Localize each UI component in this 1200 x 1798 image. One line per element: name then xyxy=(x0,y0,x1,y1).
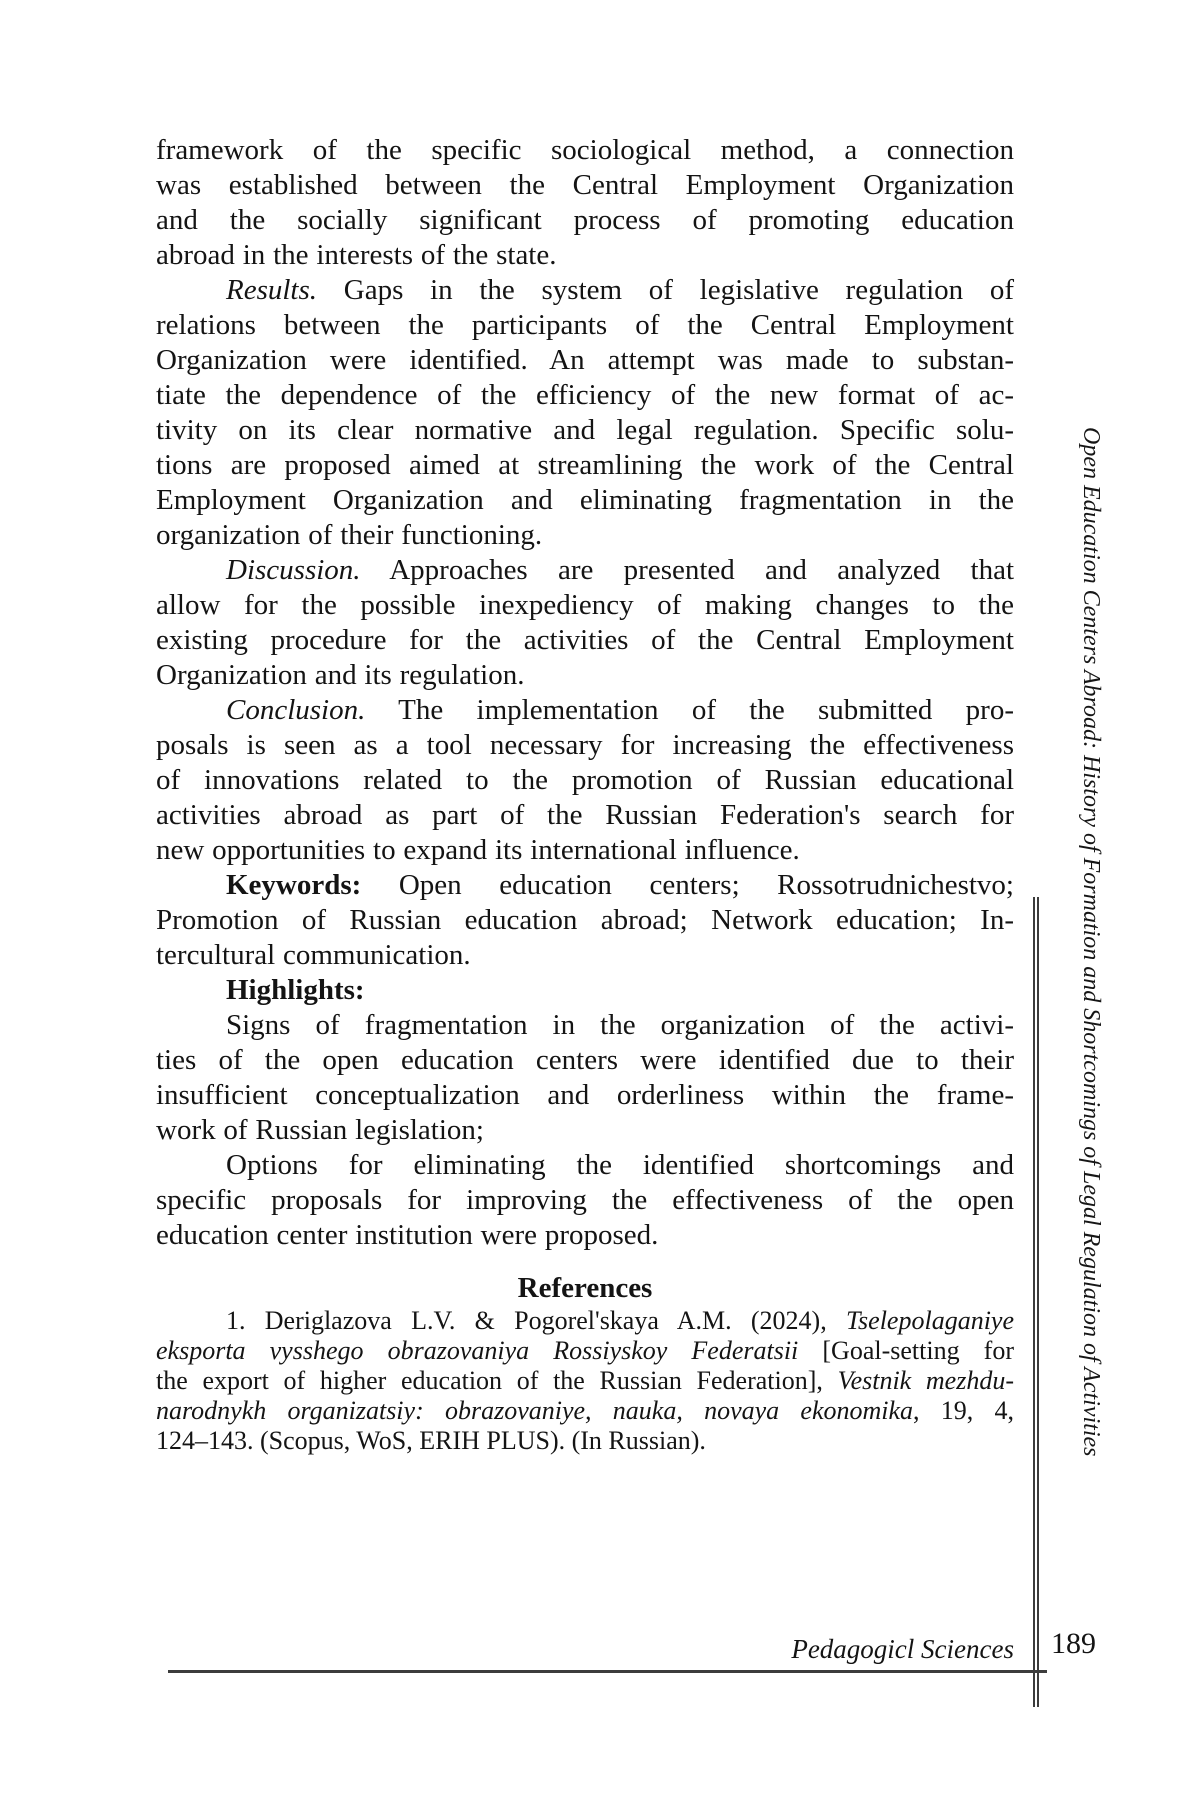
abstract-text-line xyxy=(156,763,1014,798)
italic-run: Vestnik mezhdu- xyxy=(837,1366,1014,1395)
references-heading: References xyxy=(517,1272,653,1304)
text-run: Open education centers; Rossotrudnichestvo; xyxy=(361,869,1014,901)
abstract-text-line xyxy=(156,1218,1014,1253)
abstract-text-line xyxy=(156,658,1014,693)
text-run: abroad in the interests of the state. xyxy=(156,239,557,271)
text-run: tivity on its clear normative and legal regulation. Specific solu- xyxy=(156,414,1014,446)
abstract-text-line xyxy=(156,308,1014,343)
text-run: Employment Organization and eliminating fragmentation in the xyxy=(156,484,1014,516)
italic-run: Discussion. xyxy=(226,554,361,586)
text-run: posals is seen as a tool necessary for increasing the effectiveness xyxy=(156,729,1014,761)
abstract-text-line xyxy=(156,413,1014,448)
abstract-text-line xyxy=(156,1078,1014,1113)
text-run: Gaps in the system of legislative regulation of xyxy=(317,274,1014,306)
footer-section-label: Pedagogicl Sciences xyxy=(791,1634,1014,1664)
abstract-text-line xyxy=(156,378,1014,413)
sidebar-vertical-rule xyxy=(1033,897,1039,1707)
abstract-text-line xyxy=(156,1043,1014,1078)
text-run: The implementation of the submitted pro- xyxy=(365,694,1014,726)
footer-horizontal-rule xyxy=(168,1670,1047,1673)
italic-run: Results. xyxy=(226,274,318,306)
abstract-text-line xyxy=(156,938,1014,973)
text-run: Options for eliminating the identified shortcomings and xyxy=(226,1149,1014,1181)
italic-run: Conclusion. xyxy=(226,694,366,726)
abstract-text-line xyxy=(156,728,1014,763)
reference-text-line xyxy=(156,1396,1014,1426)
abstract-text-line xyxy=(156,798,1014,833)
text-run: Approaches are presented and analyzed that xyxy=(360,554,1014,586)
abstract-text-line xyxy=(156,1148,1014,1183)
reference-text-line xyxy=(156,1366,1014,1396)
abstract-text-line xyxy=(156,483,1014,518)
text-run: Promotion of Russian education abroad; Network education; In- xyxy=(156,904,1014,936)
italic-run: Tselepolaganiye xyxy=(845,1306,1014,1335)
abstract-column xyxy=(156,133,1014,1456)
text-run: relations between the participants of the Central Employment xyxy=(156,309,1014,341)
text-run: tions are proposed aimed at streamlining the work of the Central xyxy=(156,449,1014,481)
reference-text-line xyxy=(156,1336,1014,1366)
text-run: organization of their functioning. xyxy=(156,519,543,551)
abstract-text-line xyxy=(156,588,1014,623)
text-run: tercultural communication. xyxy=(156,939,471,971)
italic-run: eksporta vysshego obrazovaniya Rossiyskoy Federatsii xyxy=(156,1336,799,1365)
abstract-text-line xyxy=(156,168,1014,203)
page-number: 189 xyxy=(1051,1627,1096,1660)
abstract-text-line xyxy=(156,903,1014,938)
text-run: 1. Deriglazova L.V. & Pogorel'skaya A.M. (2024), xyxy=(226,1306,846,1335)
text-run: specific proposals for improving the effectiveness of the open xyxy=(156,1184,1014,1216)
bold-run: Highlights: xyxy=(226,974,365,1006)
text-run: 124–143. (Scopus, WoS, ERIH PLUS). (In Russian). xyxy=(156,1426,706,1455)
bold-run: Keywords: xyxy=(226,869,362,901)
text-run: of innovations related to the promotion of Russian educational xyxy=(156,764,1014,796)
abstract-text-line xyxy=(156,1113,1014,1148)
abstract-text-line xyxy=(156,133,1014,168)
abstract-text-line xyxy=(156,833,1014,868)
text-run: , 19, 4, xyxy=(913,1396,1015,1425)
text-run: and the socially significant process of promoting education xyxy=(156,204,1014,236)
reference-text-line xyxy=(156,1426,1014,1456)
text-run: Organization were identified. An attempt was made to substan- xyxy=(156,344,1014,376)
text-run: existing procedure for the activities of the Central Employment xyxy=(156,624,1014,656)
text-run: framework of the specific sociological method, a connection xyxy=(156,134,1014,166)
abstract-text-line xyxy=(156,238,1014,273)
abstract-text-line xyxy=(156,868,1014,903)
abstract-text-line xyxy=(156,623,1014,658)
text-run: Signs of fragmentation in the organization of the activi- xyxy=(226,1009,1014,1041)
text-run: ties of the open education centers were identified due to their xyxy=(156,1044,1014,1076)
abstract-text-line xyxy=(156,273,1014,308)
abstract-text-line xyxy=(156,973,1014,1008)
text-run: the export of higher education of the Russian Federation], xyxy=(156,1366,838,1395)
text-run: tiate the dependence of the efficiency of the new format of ac- xyxy=(156,379,1014,411)
abstract-text-line xyxy=(156,448,1014,483)
abstract-text-line xyxy=(156,553,1014,588)
abstract-text-line xyxy=(156,693,1014,728)
italic-run: narodnykh organizatsiy: obrazovaniye, nauka, novaya ekonomika xyxy=(156,1396,914,1425)
text-run: [Goal-setting for xyxy=(798,1336,1014,1365)
abstract-text-line xyxy=(156,343,1014,378)
running-title-vertical: Open Education Centers Abroad: History of Formation and Shortcomings of Legal Regulation of Activities xyxy=(1078,427,1104,1457)
text-run: Organization and its regulation. xyxy=(156,659,525,691)
abstract-text-line xyxy=(156,1183,1014,1218)
text-run: work of Russian legislation; xyxy=(156,1114,484,1146)
abstract-text-line xyxy=(156,1008,1014,1043)
text-run: education center institution were proposed. xyxy=(156,1219,659,1251)
text-run: activities abroad as part of the Russian Federation's search for xyxy=(156,799,1014,831)
reference-text-line xyxy=(156,1306,1014,1336)
text-run: new opportunities to expand its international influence. xyxy=(156,834,800,866)
text-run: allow for the possible inexpediency of making changes to the xyxy=(156,589,1014,621)
text-run: insufficient conceptualization and orderliness within the frame- xyxy=(156,1079,1014,1111)
abstract-text-line xyxy=(156,203,1014,238)
text-run: was established between the Central Employment Organization xyxy=(156,169,1014,201)
abstract-text-line xyxy=(156,518,1014,553)
